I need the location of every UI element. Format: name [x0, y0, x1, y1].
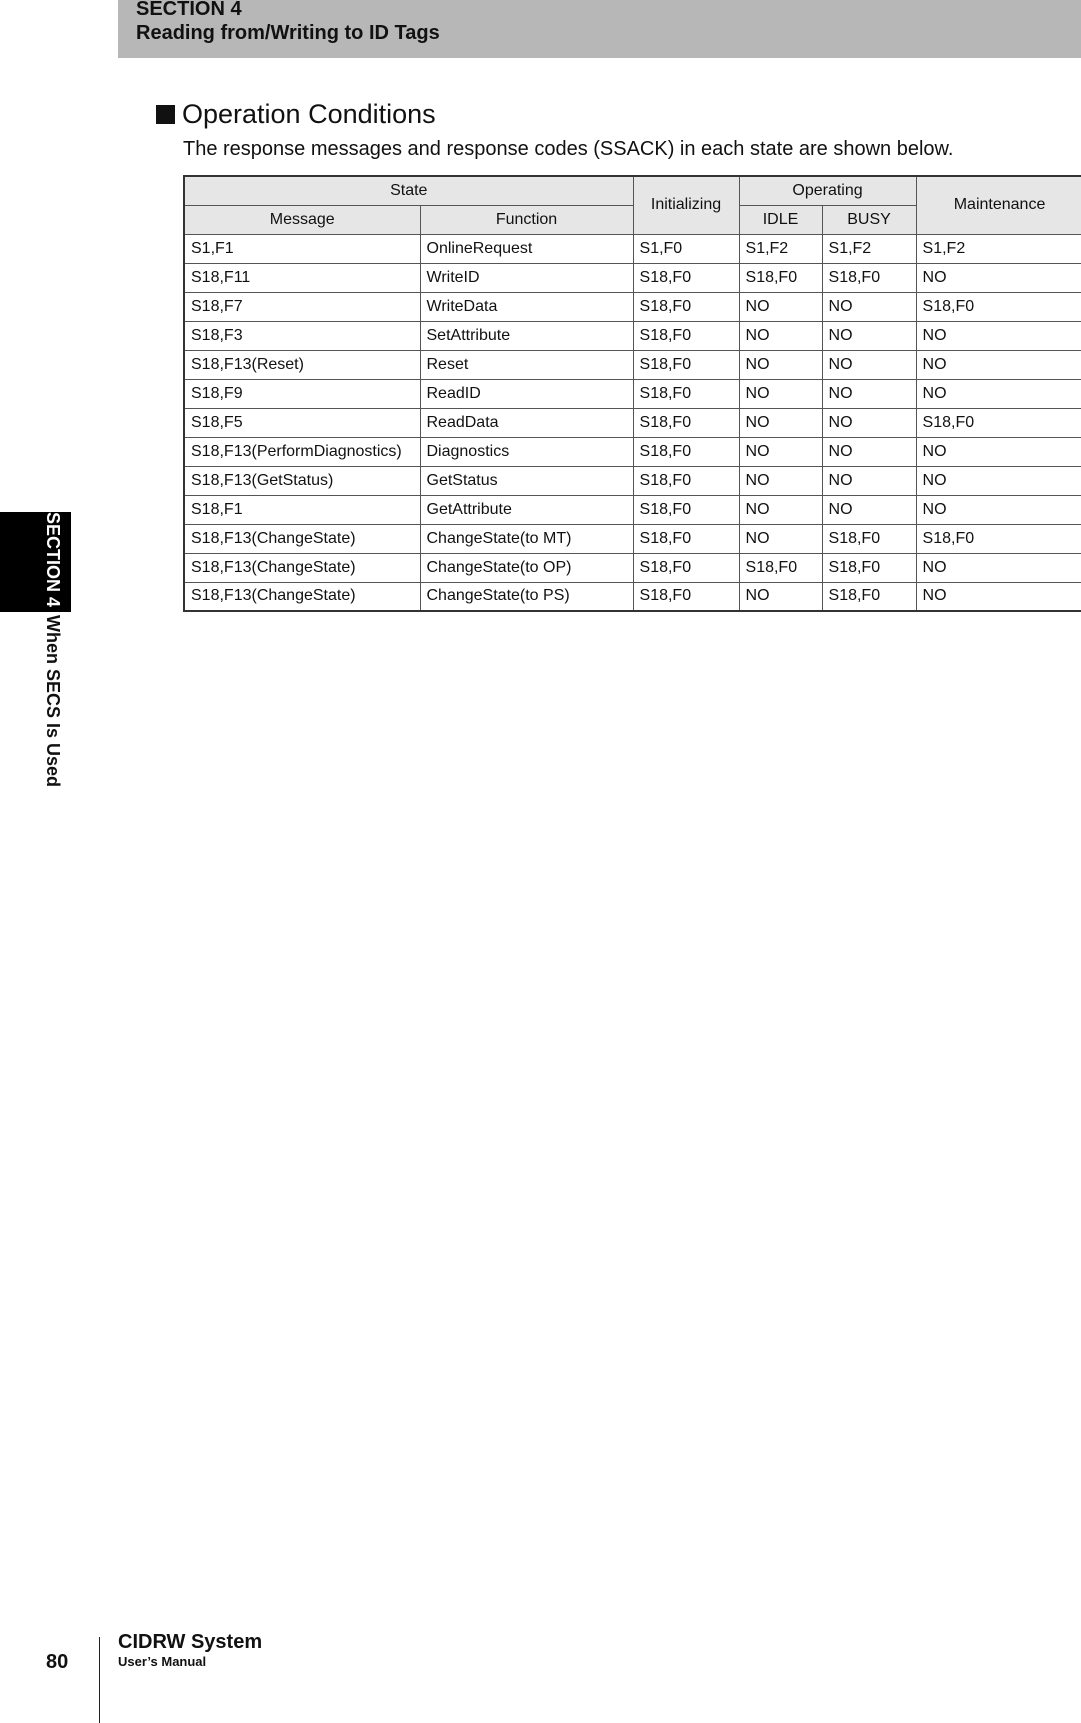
cell-busy: NO [822, 321, 916, 350]
cell-message: S18,F13(Reset) [184, 350, 420, 379]
table-row [184, 292, 1081, 321]
cell-function: Reset [420, 350, 633, 379]
cell-idle: NO [739, 524, 822, 553]
page-title [156, 97, 436, 131]
cell-maintenance: NO [916, 379, 1081, 408]
cell-maintenance: NO [916, 350, 1081, 379]
header-state: State [184, 176, 633, 205]
cell-message: S18,F13(GetStatus) [184, 466, 420, 495]
cell-idle: NO [739, 437, 822, 466]
cell-busy: NO [822, 466, 916, 495]
cell-initializing: S18,F0 [633, 437, 739, 466]
cell-message: S18,F13(ChangeState) [184, 582, 420, 611]
table-row [184, 350, 1081, 379]
header-message: Message [184, 205, 420, 234]
cell-function: WriteID [420, 263, 633, 292]
table-row [184, 379, 1081, 408]
cell-idle: S18,F0 [739, 553, 822, 582]
cell-maintenance: S18,F0 [916, 524, 1081, 553]
cell-busy: NO [822, 495, 916, 524]
cell-busy: NO [822, 408, 916, 437]
cell-maintenance: NO [916, 553, 1081, 582]
cell-maintenance: S18,F0 [916, 408, 1081, 437]
cell-busy: S18,F0 [822, 582, 916, 611]
cell-idle: NO [739, 292, 822, 321]
cell-initializing: S18,F0 [633, 466, 739, 495]
cell-message: S18,F3 [184, 321, 420, 350]
cell-maintenance: NO [916, 582, 1081, 611]
footer-manual-name: User’s Manual [118, 1654, 207, 1669]
cell-idle: NO [739, 321, 822, 350]
table-row [184, 495, 1081, 524]
page-number: 80 [46, 1651, 69, 1673]
cell-maintenance: S1,F2 [916, 234, 1081, 263]
cell-initializing: S18,F0 [633, 263, 739, 292]
page-title-text: Operation Conditions [182, 99, 436, 129]
cell-initializing: S18,F0 [633, 321, 739, 350]
cell-busy: S18,F0 [822, 263, 916, 292]
cell-function: GetAttribute [420, 495, 633, 524]
cell-idle: NO [739, 495, 822, 524]
cell-busy: NO [822, 350, 916, 379]
cell-function: ReadData [420, 408, 633, 437]
cell-idle: S1,F2 [739, 234, 822, 263]
cell-maintenance: NO [916, 263, 1081, 292]
cell-idle: NO [739, 379, 822, 408]
table-row [184, 437, 1081, 466]
header-function: Function [420, 205, 633, 234]
cell-initializing: S18,F0 [633, 379, 739, 408]
table-row [184, 408, 1081, 437]
cell-message: S18,F1 [184, 495, 420, 524]
cell-message: S18,F5 [184, 408, 420, 437]
cell-function: ReadID [420, 379, 633, 408]
cell-initializing: S18,F0 [633, 495, 739, 524]
side-tab-title: When SECS Is Used [43, 615, 63, 788]
table-row [184, 582, 1081, 611]
cell-function: ChangeState(to MT) [420, 524, 633, 553]
table-row [184, 466, 1081, 495]
cell-idle: NO [739, 350, 822, 379]
header-operating: Operating [739, 176, 916, 205]
table-row [184, 524, 1081, 553]
cell-message: S18,F13(ChangeState) [184, 553, 420, 582]
cell-maintenance: S18,F0 [916, 292, 1081, 321]
cell-initializing: S18,F0 [633, 292, 739, 321]
side-section-label [42, 512, 64, 787]
intro-text: The response messages and response codes (SSACK) in each state are shown below. [183, 138, 954, 160]
header-initializing: Initializing [633, 176, 739, 234]
cell-function: WriteData [420, 292, 633, 321]
cell-busy: NO [822, 292, 916, 321]
table-row [184, 321, 1081, 350]
cell-busy: S18,F0 [822, 553, 916, 582]
cell-function: ChangeState(to PS) [420, 582, 633, 611]
header-idle: IDLE [739, 205, 822, 234]
cell-message: S18,F11 [184, 263, 420, 292]
cell-function: GetStatus [420, 466, 633, 495]
cell-idle: NO [739, 582, 822, 611]
cell-initializing: S18,F0 [633, 582, 739, 611]
cell-idle: NO [739, 408, 822, 437]
cell-initializing: S18,F0 [633, 350, 739, 379]
cell-idle: NO [739, 466, 822, 495]
header-busy: BUSY [822, 205, 916, 234]
table-row [184, 234, 1081, 263]
cell-maintenance: NO [916, 437, 1081, 466]
cell-message: S18,F7 [184, 292, 420, 321]
black-square-icon [156, 105, 175, 124]
cell-message: S18,F13(PerformDiagnostics) [184, 437, 420, 466]
header-maintenance: Maintenance [916, 176, 1081, 234]
cell-function: OnlineRequest [420, 234, 633, 263]
side-tab-section: SECTION 4 [43, 512, 63, 608]
cell-busy: S18,F0 [822, 524, 916, 553]
footer-product-name: CIDRW System [118, 1631, 263, 1653]
cell-message: S18,F13(ChangeState) [184, 524, 420, 553]
cell-message: S1,F1 [184, 234, 420, 263]
table-row [184, 553, 1081, 582]
cell-maintenance: NO [916, 466, 1081, 495]
cell-idle: S18,F0 [739, 263, 822, 292]
cell-initializing: S18,F0 [633, 524, 739, 553]
header-section-title: Reading from/Writing to ID Tags [136, 22, 440, 44]
cell-maintenance: NO [916, 321, 1081, 350]
cell-function: ChangeState(to OP) [420, 553, 633, 582]
cell-busy: S1,F2 [822, 234, 916, 263]
cell-initializing: S1,F0 [633, 234, 739, 263]
table-row [184, 263, 1081, 292]
cell-busy: NO [822, 437, 916, 466]
cell-busy: NO [822, 379, 916, 408]
operation-conditions-table [183, 175, 1081, 612]
cell-message: S18,F9 [184, 379, 420, 408]
cell-function: SetAttribute [420, 321, 633, 350]
cell-maintenance: NO [916, 495, 1081, 524]
header-section-label: SECTION 4 [136, 0, 242, 20]
cell-initializing: S18,F0 [633, 408, 739, 437]
footer-divider [99, 1637, 100, 1723]
cell-function: Diagnostics [420, 437, 633, 466]
cell-initializing: S18,F0 [633, 553, 739, 582]
